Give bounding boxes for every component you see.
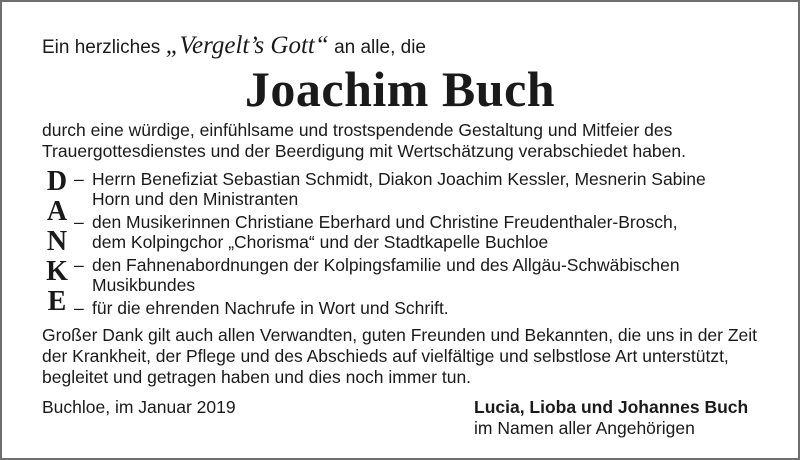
thanks-item-clergy [74,169,774,209]
item-line: den Musikerinnen Christiane Eberhard und Christine Freudenthaler-Brosch, [92,212,678,232]
item-dash: – [74,212,84,232]
danke-vertical-word [42,167,72,317]
item-line: den Fahnenabordnungen der Kolpingsfamilie und des Allgäu-Schwäbischen [92,255,680,275]
thanks-item-flag-delegations [74,255,774,295]
intro-prefix: Ein herzliches [42,37,166,58]
item-line-continued: Musikbundes [92,275,196,295]
signers-names: Lucia, Lioba und Johannes Buch [474,397,749,417]
item-line: Herrn Benefiziat Sebastian Schmidt, Diakon Joachim Kessler, Mesnerin Sabine [92,169,706,189]
thanks-item-musicians [74,212,774,252]
danke-letter-a: A [46,196,68,227]
intro-paragraph: durch eine würdige, einfühlsame und trostspendende Gestaltung und Mitfeier des Trauergottesdienstes und der Beerdigung mit Wertschätzung verabschiedet haben. [42,120,686,161]
thanks-item-eulogies [74,298,774,318]
item-dash: – [74,255,84,275]
danke-letter-k: K [46,256,68,287]
deceased-name: Joachim Buch [244,61,556,117]
item-dash: – [74,169,84,189]
item-line: für die ehrenden Nachrufe in Wort und Schrift. [92,298,449,318]
item-line-continued: Horn und den Ministranten [92,189,299,209]
place-date: Buchloe, im Januar 2019 [42,397,236,417]
danke-letter-d: D [46,166,68,197]
danke-letter-e: E [47,286,67,317]
item-line-continued: dem Kolpingchor „Chorisma“ und der Stadtkapelle Buchloe [92,232,549,252]
on-behalf-line: im Namen aller Angehörigen [474,418,695,438]
intro-suffix: an alle, die [328,37,426,58]
item-dash: – [74,298,84,318]
intro-quote: „Vergelt’s Gott“ [165,32,329,59]
closing-paragraph: Großer Dank gilt auch allen Verwandten, guten Freunden und Bekannten, die uns in der Zeit der Krankheit, der Pflege und des Abschieds auf vielfältige und selbstlose Art unterstützt, begleitet und getragen haben und dies noch immer tun. [42,325,758,387]
intro-line [42,32,426,60]
danke-letter-n: N [46,226,68,257]
signature-block [474,397,748,439]
